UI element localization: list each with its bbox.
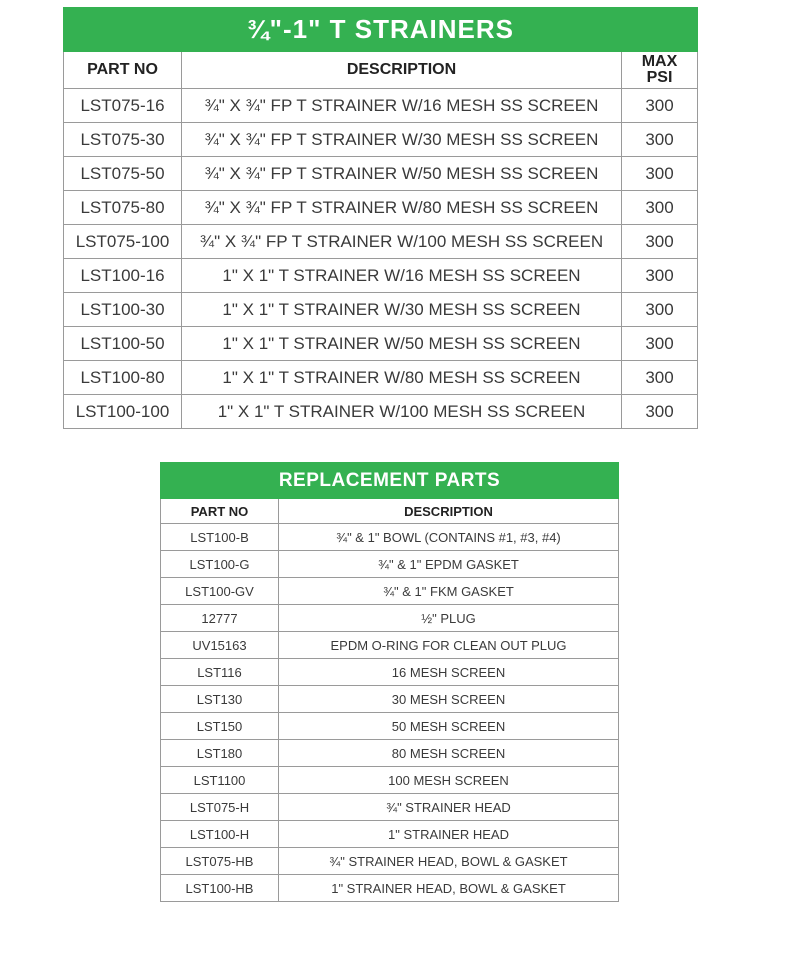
part-no-cell: LST100-H	[161, 821, 279, 848]
column-header-row	[161, 499, 619, 524]
part-no-cell: LST075-H	[161, 794, 279, 821]
max-psi-cell: 300	[622, 191, 698, 225]
table-title-row	[161, 463, 619, 499]
part-no-cell: LST075-100	[64, 225, 182, 259]
part-no-cell: LST180	[161, 740, 279, 767]
description-cell: ¾" X ¾" FP T STRAINER W/30 MESH SS SCREEN	[182, 123, 622, 157]
description-cell: 100 MESH SCREEN	[279, 767, 619, 794]
max-psi-line1: MAX	[641, 53, 678, 70]
table-row	[161, 713, 619, 740]
table-row	[161, 605, 619, 632]
table-row	[161, 659, 619, 686]
table-row	[161, 551, 619, 578]
description-cell: ¾" & 1" BOWL (CONTAINS #1, #3, #4)	[279, 524, 619, 551]
description-cell: ½" PLUG	[279, 605, 619, 632]
column-header-row	[64, 52, 698, 89]
description-cell: 1" X 1" T STRAINER W/30 MESH SS SCREEN	[182, 293, 622, 327]
table-title: REPLACEMENT PARTS	[161, 463, 619, 499]
description-cell: ¾" X ¾" FP T STRAINER W/16 MESH SS SCREEN	[182, 89, 622, 123]
table-title: ¾"-1" T STRAINERS	[64, 8, 698, 52]
part-no-cell: LST116	[161, 659, 279, 686]
table-row	[161, 794, 619, 821]
part-no-cell: 12777	[161, 605, 279, 632]
part-no-cell: LST100-GV	[161, 578, 279, 605]
max-psi-cell: 300	[622, 293, 698, 327]
description-cell: ¾" & 1" FKM GASKET	[279, 578, 619, 605]
part-no-cell: LST100-HB	[161, 875, 279, 902]
part-no-cell: LST075-HB	[161, 848, 279, 875]
max-psi-cell: 300	[622, 89, 698, 123]
description-cell: 1" X 1" T STRAINER W/80 MESH SS SCREEN	[182, 361, 622, 395]
description-cell: 1" STRAINER HEAD	[279, 821, 619, 848]
part-no-cell: LST075-80	[64, 191, 182, 225]
part-no-cell: LST075-50	[64, 157, 182, 191]
table-row	[64, 191, 698, 225]
max-psi-line2: PSI	[646, 69, 673, 86]
replacement-parts-table	[160, 462, 619, 902]
table-row	[161, 524, 619, 551]
part-no-cell: LST100-100	[64, 395, 182, 429]
column-header-part-no: PART NO	[64, 52, 182, 89]
description-cell: EPDM O-RING FOR CLEAN OUT PLUG	[279, 632, 619, 659]
table-row	[161, 875, 619, 902]
description-cell: 1" X 1" T STRAINER W/16 MESH SS SCREEN	[182, 259, 622, 293]
table-row	[64, 123, 698, 157]
table-row	[161, 848, 619, 875]
table-title-row	[64, 8, 698, 52]
table-row	[64, 293, 698, 327]
description-cell: 1" X 1" T STRAINER W/50 MESH SS SCREEN	[182, 327, 622, 361]
part-no-cell: LST100-G	[161, 551, 279, 578]
table-row	[64, 361, 698, 395]
part-no-cell: LST130	[161, 686, 279, 713]
column-header-part-no: PART NO	[161, 499, 279, 524]
part-no-cell: LST1100	[161, 767, 279, 794]
max-psi-cell: 300	[622, 327, 698, 361]
max-psi-cell: 300	[622, 225, 698, 259]
part-no-cell: LST100-50	[64, 327, 182, 361]
description-cell: ¾" X ¾" FP T STRAINER W/50 MESH SS SCREEN	[182, 157, 622, 191]
max-psi-cell: 300	[622, 157, 698, 191]
table-row	[161, 686, 619, 713]
part-no-cell: UV15163	[161, 632, 279, 659]
part-no-cell: LST100-80	[64, 361, 182, 395]
table-row	[161, 767, 619, 794]
table-row	[64, 89, 698, 123]
description-cell: ¾" STRAINER HEAD	[279, 794, 619, 821]
max-psi-cell: 300	[622, 361, 698, 395]
max-psi-cell: 300	[622, 123, 698, 157]
table-row	[64, 225, 698, 259]
column-header-description: DESCRIPTION	[279, 499, 619, 524]
part-no-cell: LST075-16	[64, 89, 182, 123]
description-cell: 1" STRAINER HEAD, BOWL & GASKET	[279, 875, 619, 902]
description-cell: ¾" X ¾" FP T STRAINER W/100 MESH SS SCREEN	[182, 225, 622, 259]
description-cell: ¾" & 1" EPDM GASKET	[279, 551, 619, 578]
description-cell: 16 MESH SCREEN	[279, 659, 619, 686]
table-row	[64, 259, 698, 293]
max-psi-cell: 300	[622, 259, 698, 293]
description-cell: 80 MESH SCREEN	[279, 740, 619, 767]
part-no-cell: LST075-30	[64, 123, 182, 157]
description-cell: ¾" STRAINER HEAD, BOWL & GASKET	[279, 848, 619, 875]
table-row	[64, 327, 698, 361]
part-no-cell: LST150	[161, 713, 279, 740]
description-cell: 1" X 1" T STRAINER W/100 MESH SS SCREEN	[182, 395, 622, 429]
part-no-cell: LST100-B	[161, 524, 279, 551]
part-no-cell: LST100-16	[64, 259, 182, 293]
t-strainers-table	[63, 7, 698, 429]
column-header-description: DESCRIPTION	[182, 52, 622, 89]
table-row	[64, 157, 698, 191]
part-no-cell: LST100-30	[64, 293, 182, 327]
column-header-max-psi	[622, 52, 698, 89]
max-psi-cell: 300	[622, 395, 698, 429]
table-row	[161, 578, 619, 605]
description-cell: 30 MESH SCREEN	[279, 686, 619, 713]
table-row	[64, 395, 698, 429]
table-row	[161, 740, 619, 767]
table-row	[161, 632, 619, 659]
table-row	[161, 821, 619, 848]
description-cell: 50 MESH SCREEN	[279, 713, 619, 740]
description-cell: ¾" X ¾" FP T STRAINER W/80 MESH SS SCREEN	[182, 191, 622, 225]
